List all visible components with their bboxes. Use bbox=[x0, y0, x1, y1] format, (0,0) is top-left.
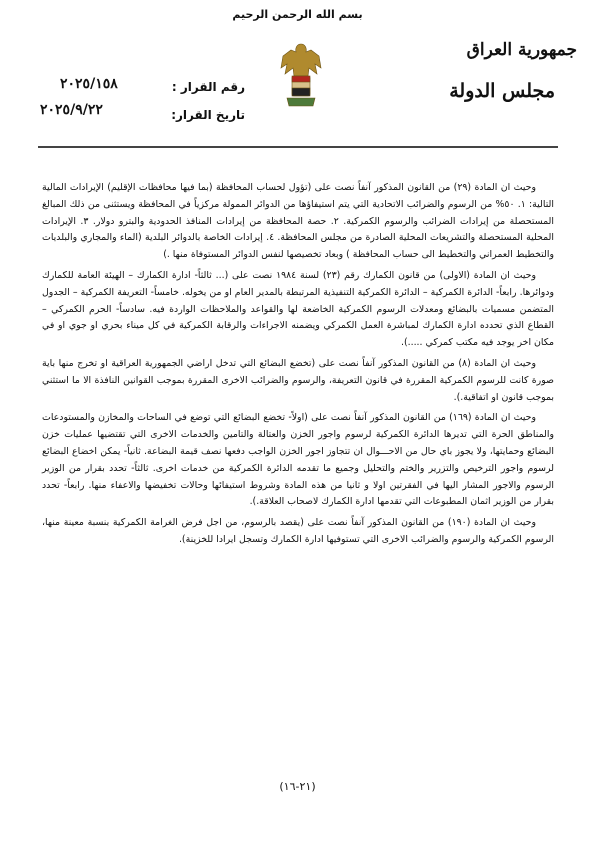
header-divider bbox=[38, 146, 558, 148]
paragraph-article-8: وحيث ان المادة (٨) من القانون المذكور آنفاً نصت على (تخضع البضائع التي تدخل اراضي الجمهورية العراقية او تخرج منها باية صورة كانت للرسوم الكمركية المقررة في قانون التعريفة، والرسوم والضرائب الاخرى المقررة بموجب القوانين النافذة الا ما استثني بموجب قانون او اتفاقية.). bbox=[42, 357, 554, 403]
basmala: بسم الله الرحمن الرحيم bbox=[232, 8, 363, 21]
page-number: (٢١-١٦) bbox=[279, 780, 316, 793]
decision-date-label: تاريخ القرار: bbox=[171, 108, 245, 122]
paragraph-article-29: وحيث ان المادة (٢٩) من القانون المذكور آنفاً نصت على (تؤول لحساب المحافظة (بما فيها محافظات الإقليم) الإيرادات المالية التالية: ١. ٥٠% من الرسوم والضرائب الاتحادية التي يتم استيفاؤها من الدوائر الممولة مركزياً في المحافظة ويستثنى من ذلك المبالغ المستحصلة من إيرادات الضرائب والرسوم الكمركية. ٢. حصة المحافظة من إيرادات المنافذ الحدودية والبترو دولار. ٣. الإيرادات المحلية المستحصلة والتشريعات المحلية الصادرة من مجلس المحافظة. ٤. إيرادات الخاصة بالدوائر البلدية (الماء والمجاري والبلديات والتخطيط العمراني والتخطيط الى حساب المحافظة ) وبعاد تخصيصها لنفس الدوائر المستوفاة منها .) bbox=[42, 182, 555, 261]
iraq-eagle-emblem-icon bbox=[277, 40, 325, 112]
paragraph-customs-law-article-1: وحيث ان المادة (الاولى) من قانون الكمارك رقم (٢٣) لسنة ١٩٨٤ نصت على (... ثالثاً- ادارة الكمارك – الهيئة العامة للكمارك ودوائرها. رابعاً- الدائرة الكمركية – الدائرة الكمركية التنفيذية المرتبطة بالمدير العام او من يخوله. خامساً- التعريفة الكمركية – الجدول المتضمن مسميات بالبضائع ومعدلات الرسوم الكمركية الخاضعة لها والقواعد والملاحظات الواردة فيه. سادساً- الحرم الكمركي – القطاع الذي تحدده ادارة الكمارك لمباشرة العمل الكمركي ويضمنه الاجراءات والرقابة الكمركية في كل ميناء بحري او جوي او في مكان اخر يوجد فيه مكتب كمركي .....). bbox=[42, 269, 554, 349]
paragraph-article-169: وحيث ان المادة (١٦٩) من القانون المذكور آنفاً نصت على (اولاً- تخضع البضائع التي توضع في الساحات والمخازن والمستودعات والمناطق الحرة التي تديرها الدائرة الكمركية لرسوم واجور الخزن والعتالة والتامين والخدمات الاخرى التي تقتضيها عمليات خزن البضائع وحمايتها، ولا يجوز باي حال من الاحـــوال ان تتجاوز اجور الخزن الواجب دفعها نصف قيمة البضاعة. ثانياً- يمكن اخضاع البضائع لرسوم واجور الترخيص والتزرير والختم والتحليل وجميع ما تقدمه الدائرة الكمركية من خدمات اخرى. ثالثاً- تحدد بقرار من الوزير الرسوم والاجور المشار اليها في الفقرتين اولا و ثانيا من هذه المادة وشروط استيفائها وحالات تخفيضها والاعفاء منها. رابعاً- تحدد بقرار من الوزير اثمان المطبوعات التي تقدمها ادارة الكمارك لاصحاب العلاقة.). bbox=[42, 412, 554, 508]
decision-date-value: ٢٠٢٥/٩/٢٢ bbox=[40, 102, 103, 118]
state-council-title: مجلس الدولة bbox=[449, 80, 555, 102]
paragraph-article-190: وحيث ان المادة (١٩٠) من القانون المذكور آنفاً نصت على (يقصد بالرسوم، من اجل فرض الغرامة الكمركية بنسبة معينة منها، الرسوم الكمركية والرسوم والضرائب الاخرى التي تستوفيها ادارة الكمارك وتسجل ايرادا للخزينة). bbox=[42, 517, 554, 545]
decision-number-label: رقم القرار : bbox=[171, 80, 245, 94]
document-body bbox=[42, 180, 554, 553]
decision-number-value: ٢٠٢٥/١٥٨ bbox=[60, 76, 118, 92]
republic-of-iraq-title: جمهورية العراق bbox=[466, 40, 577, 60]
